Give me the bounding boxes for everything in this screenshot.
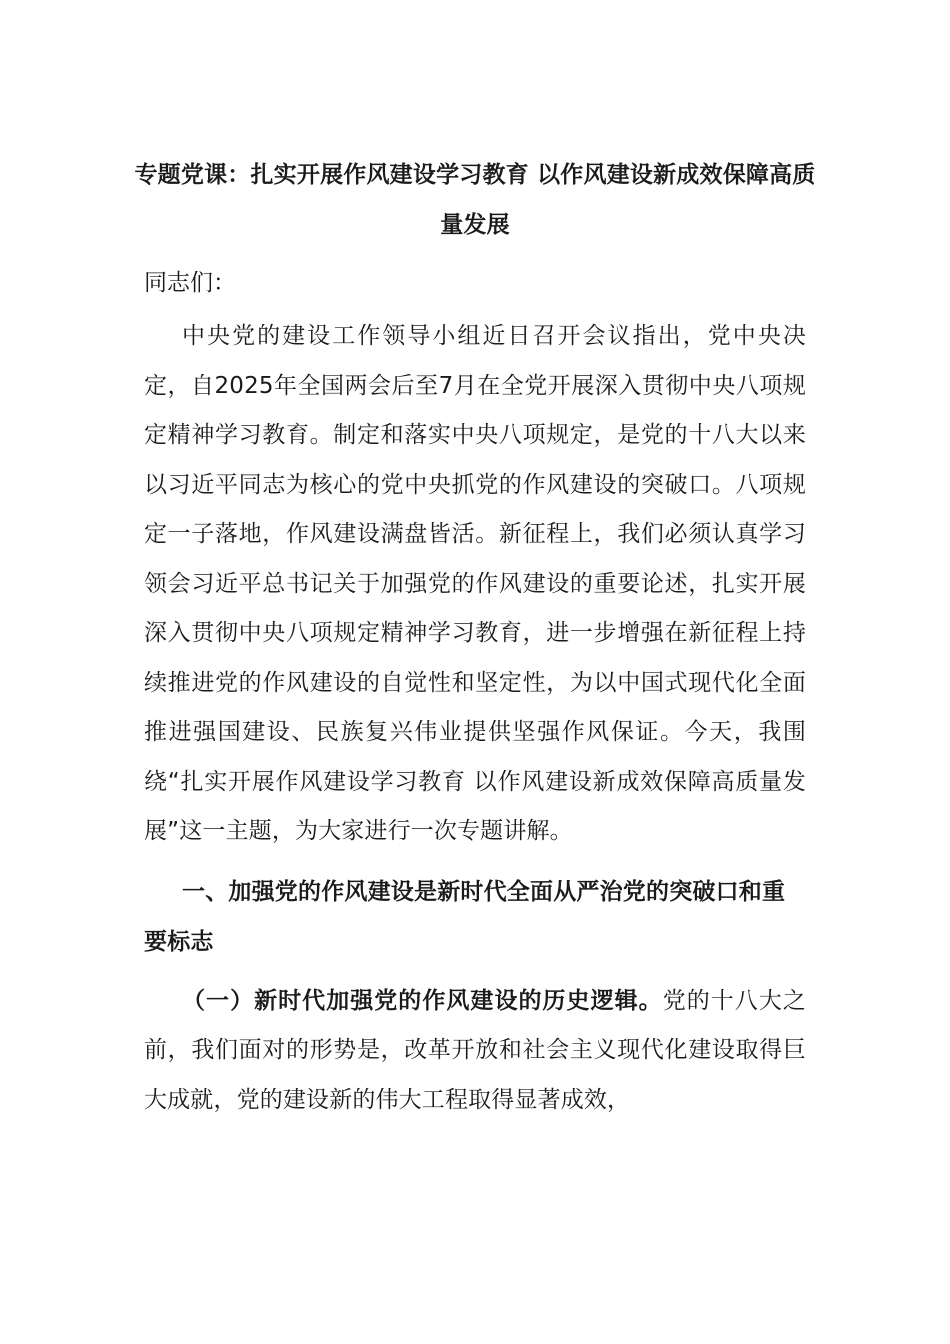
document-title: 专题党课：扎实开展作风建设学习教育 以作风建设新成效保障高质量发展	[134, 162, 816, 238]
document-page	[134, 150, 816, 1125]
greeting: 同志们：	[144, 270, 236, 296]
intro-paragraph: 中央党的建设工作领导小组近日召开会议指出，党中央决定，自2025年全国两会后至7月在全党开展深入贯彻中央八项规定精神学习教育。制定和落实中央八项规定，是党的十八大以来以习近平同志为核心的党中央抓党的作风建设的突破口。八项规定一子落地，作风建设满盘皆活。新征程上，我们必须认真学习领会习近平总书记关于加强党的作风建设的重要论述，扎实开展深入贯彻中央八项规定精神学习教育，进一步增强在新征程上持续推进党的作风建设的自觉性和坚定性，为以中国式现代化全面推进强国建设、民族复兴伟业提供坚强作风保证。今天，我围绕“扎实开展作风建设学习教育 以作风建设新成效保障高质量发展”这一主题，为大家进行一次专题讲解。	[144, 323, 806, 844]
section-heading-1: 一、加强党的作风建设是新时代全面从严治党的突破口和重要标志	[144, 878, 786, 955]
subsection-text-1: 党的十八大之前，我们面对的形势是，改革开放和社会主义现代化建设取得巨大成就，党的建设新的伟大工程取得显著成效，	[144, 987, 807, 1113]
subsection-paragraph-1	[144, 977, 806, 1126]
subsection-lead-1: （一）新时代加强党的作风建设的历史逻辑。	[182, 987, 663, 1014]
